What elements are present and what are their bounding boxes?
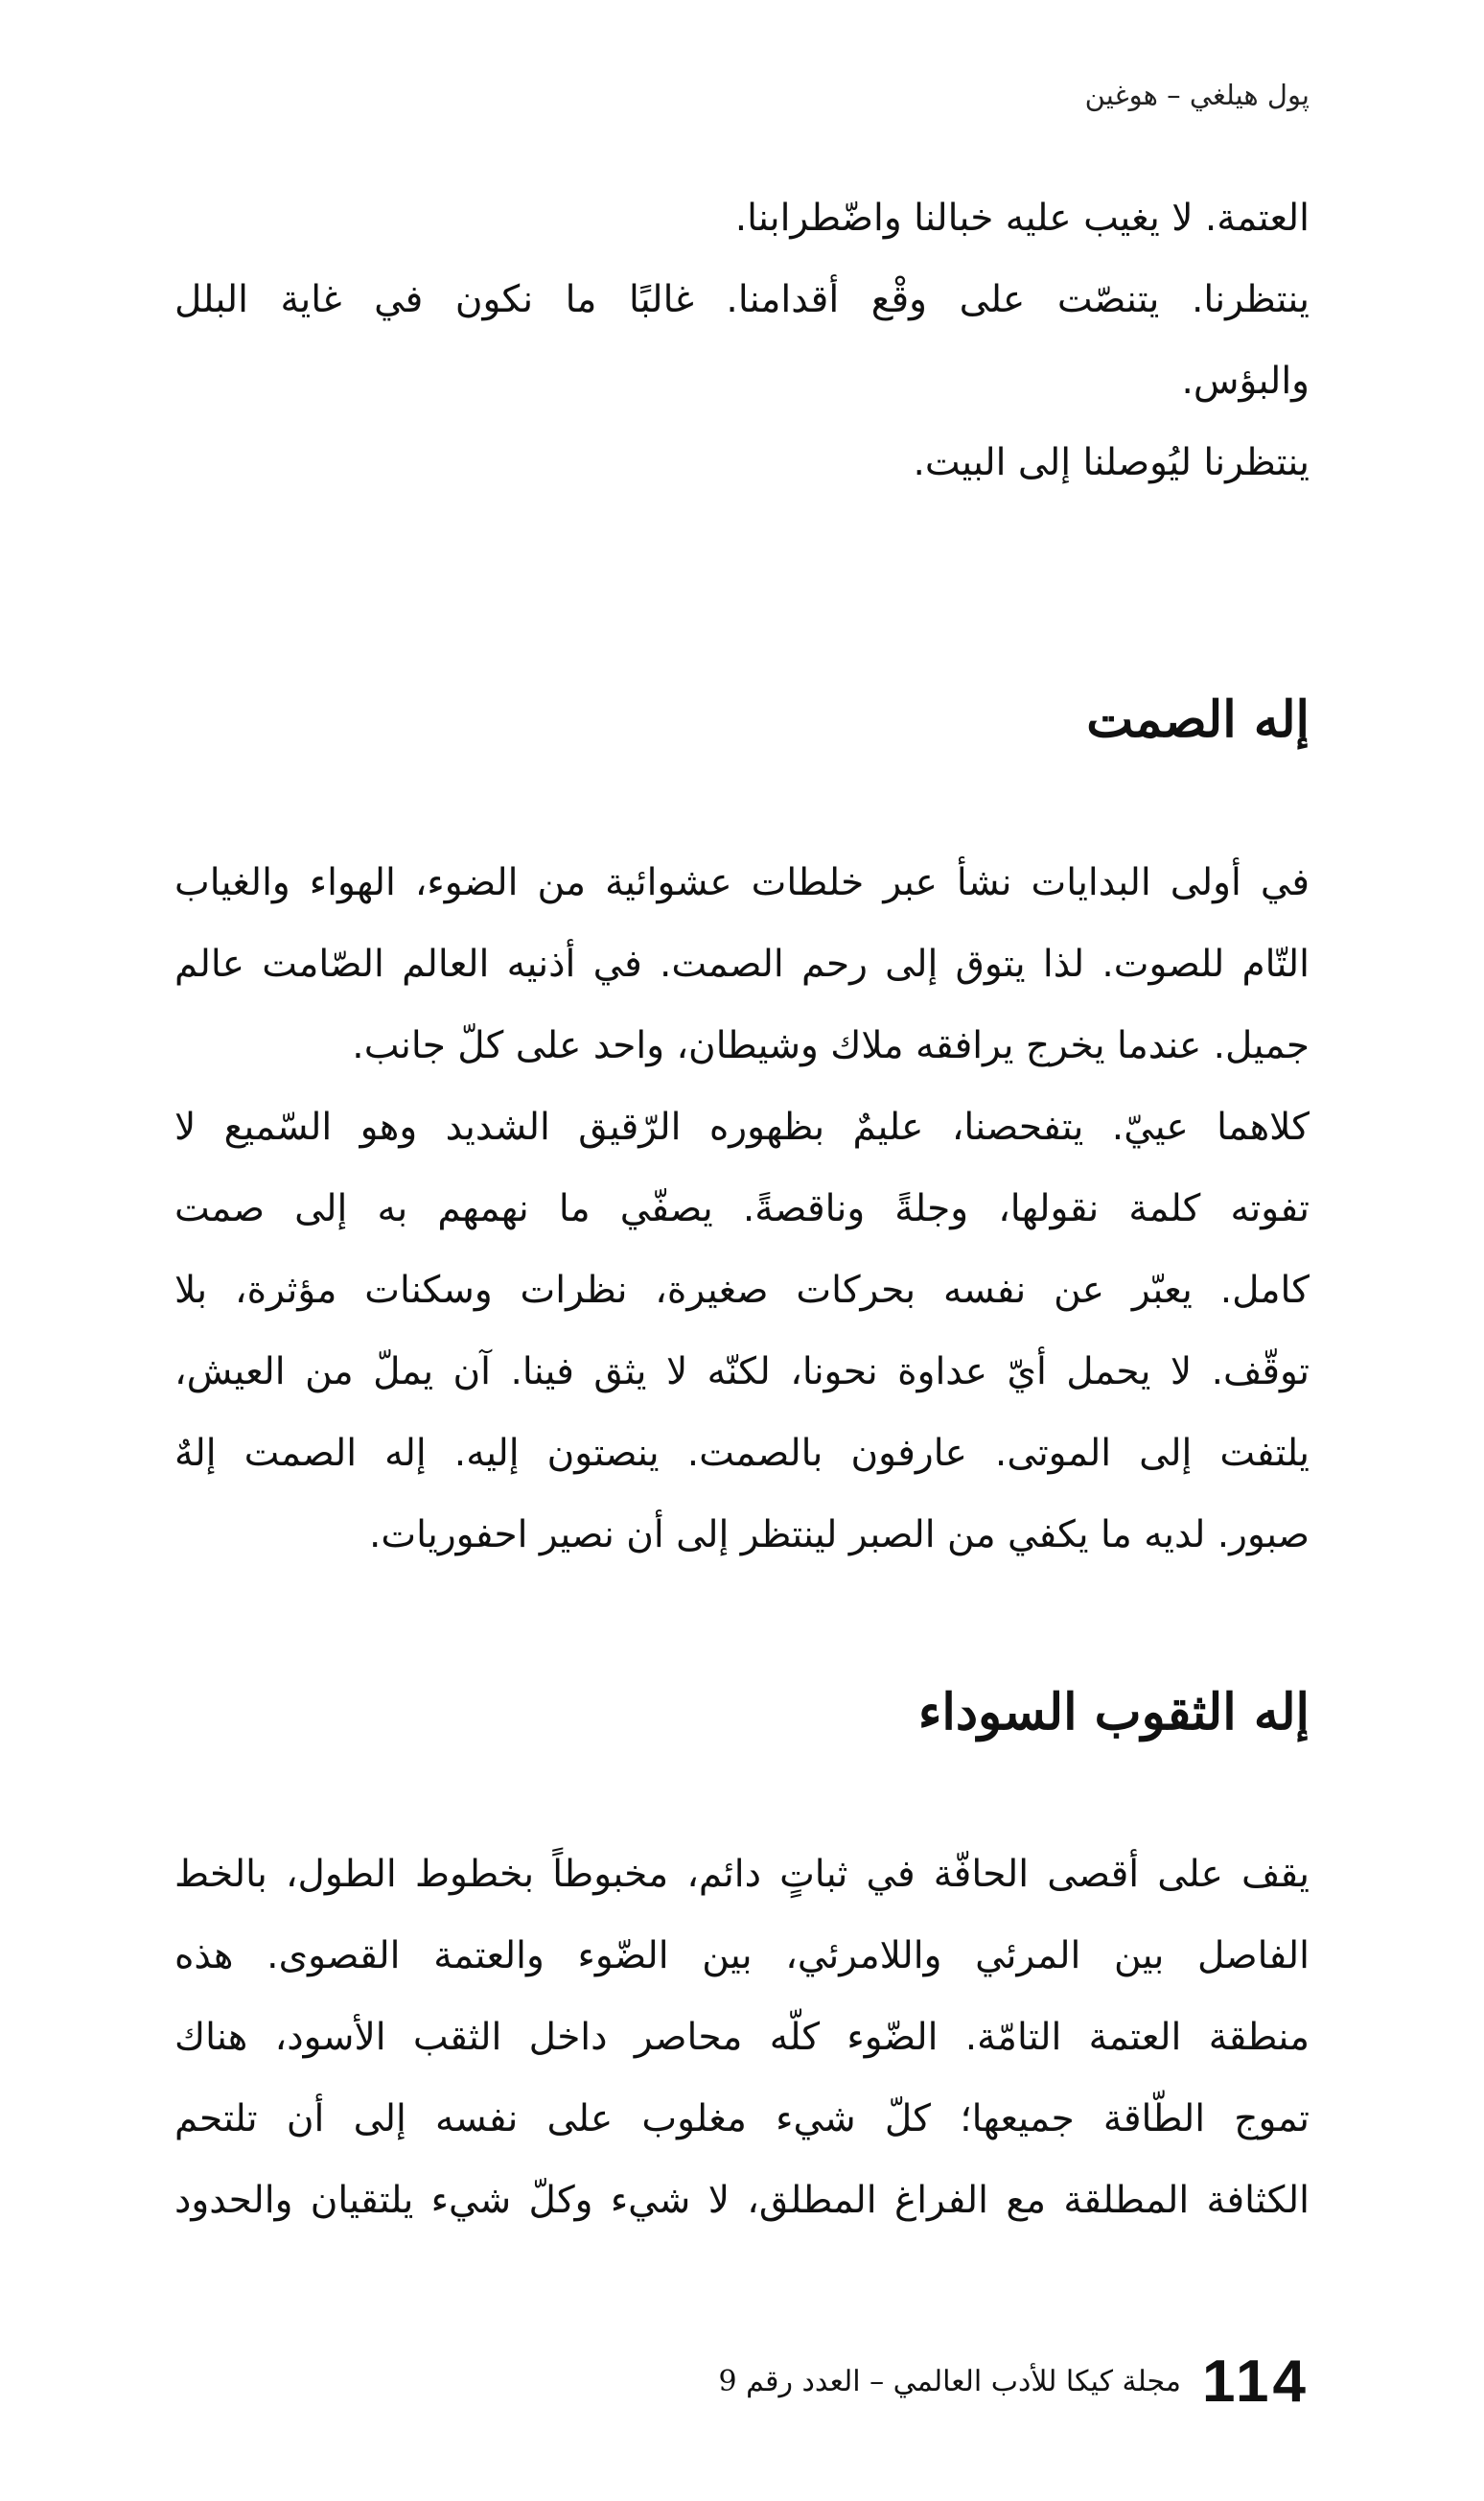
section-paragraph-black-holes [174,1834,1310,2241]
text-line: يلتفت إلى الموتى. عارفون بالصمت. ينصتون إليه. إله الصمت إلهٌ [174,1432,1310,1475]
text-line: منطقة العتمة التامّة. الضّوء كلّه محاصر داخل الثقب الأسود، هناك [174,2016,1310,2059]
text-line: كلاهما عييّ. يتفحصنا، عليمٌ بظهوره الرّقيق الشديد وهو السّميع لا [174,1106,1310,1149]
text-line: في أولى البدايات نشأ عبر خلطات عشوائية من الضوء، الهواء والغياب [174,861,1310,904]
text-line: التّام للصوت. لذا يتوق إلى رحم الصمت. في أذنيه العالم الصّامت عالم [174,943,1310,986]
text-line: تفوته كلمة نقولها، وجلةً وناقصةً. يصفّي ما نهمهم به إلى صمت [174,1187,1310,1230]
page-footer [719,2348,1310,2416]
text-line: يقف على أقصى الحافّة في ثباتٍ دائم، مخبوطاً بخطوط الطول، بالخط [174,1853,1310,1896]
text-line: ينتظرنا. يتنصّت على وقْع أقدامنا. غالبًا ما نكون في غاية البلل [174,278,1310,321]
text-line: الفاصل بين المرئي واللامرئي، بين الضّوء والعتمة القصوى. هذه [174,1934,1310,1977]
section-heading-black-holes: إله الثقوب السوداء [917,1683,1310,1741]
text-line: صبور. لديه ما يكفي من الصبر لينتظر إلى أن نصير احفوريات. [368,1513,1310,1556]
section-paragraph-silence [174,842,1310,1576]
text-line: كامل. يعبّر عن نفسه بحركات صغيرة، نظرات وسكنات مؤثرة، بلا [174,1269,1310,1312]
section-heading-silence: إله الصمت [1086,690,1310,749]
text-line: توقّف. لا يحمل أيّ عداوة نحونا، لكنّه لا يثق فينا. آن يملّ من العيش، [174,1350,1310,1393]
intro-paragraph [174,177,1310,503]
text-line: تموج الطّاقة جميعها؛ كلّ شيء مغلوب على نفسه إلى أن تلتحم [174,2097,1310,2140]
text-line: ينتظرنا ليُوصلنا إلى البيت. [913,441,1310,484]
running-header: پول هيلغي – هوغين [1084,79,1310,111]
journal-title: مجلة كيكا للأدب العالمي – العدد رقم 9 [718,2365,1181,2398]
page-number: 114 [1201,2349,1310,2415]
text-line: الكثافة المطلقة مع الفراغ المطلق، لا شيء وكلّ شيء يلتقيان والحدود [174,2179,1310,2222]
text-line: العتمة. لا يغيب عليه خبالنا واضّطرابنا. [734,197,1310,240]
text-line: والبؤس. [1181,360,1310,403]
text-line: جميل. عندما يخرج يرافقه ملاك وشيطان، واحد على كلّ جانب. [352,1024,1310,1067]
